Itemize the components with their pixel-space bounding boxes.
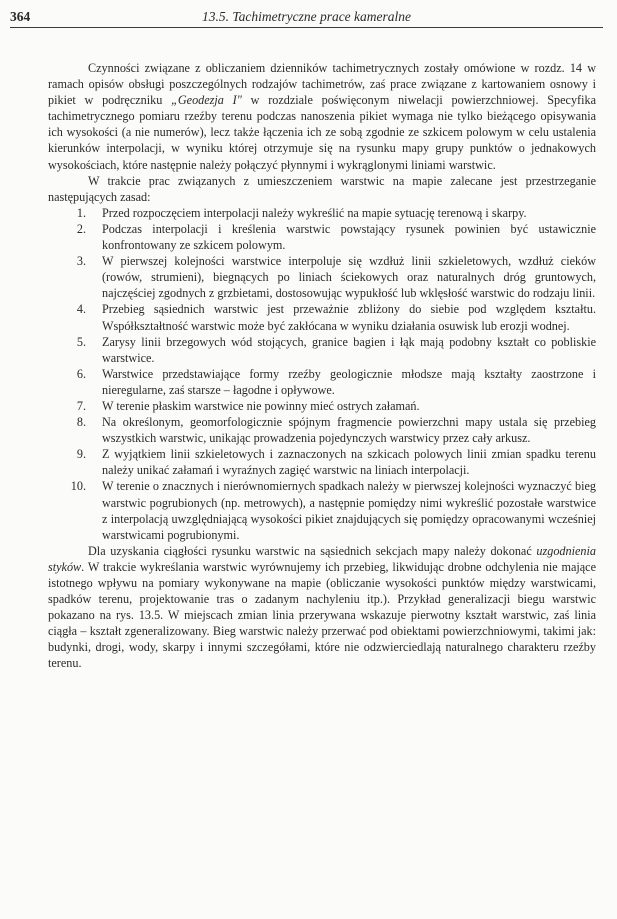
running-title: 13.5. Tachimetryczne prace kameralne <box>201 9 412 24</box>
list-item: 5. Zarysy linii brzegowych wód stojących, granice bagien i łąk mają podobny kształt co pobliskie warstwice. <box>76 334 596 365</box>
page-number: 364 <box>10 9 31 24</box>
list-item: 9. Z wyjątkiem linii szkieletowych i zaznaczonych na szkicach polowych linii zmian spadku terenu należy unikać załamań i wyraźnych zagięć warstwic na liniach interpolacji. <box>76 447 596 478</box>
paragraph-3: Dla uzyskania ciągłości rysunku warstwic na sąsiednich sekcjach mapy należy dokonać uzgodnienia styków. W trakcie wykreślania warstwic wyrównujemy ich przebieg, likwidując drobne odchylenia nie mające istotnego wpływu na pomiary wykonywane na mapie (obliczanie wysokości punktów między warstwicami, spadków terenu, projektowanie tras o zadanym nachyleniu itp.). Przykład generalizacji biegu warstwic pokazano na rys. 13.5. W miejscach zmian linia przerywana wskazuje pierwotny kształt warstwic, zaś linia ciągła – kształt zgeneralizowany. Bieg warstwic należy przerwać pod obiektami powierzchniowymi, takimi jak: budynki, drogi, wody, skarpy i innymi szczegółami, które nie odzwierciedlają naturalnego charakteru rzeźby terenu. <box>48 543 596 671</box>
page-body <box>48 60 596 672</box>
page-header <box>10 9 603 28</box>
list-item: 10. W terenie o znacznych i nierównomiernych spadkach należy w pierwszej kolejności wyznaczyć bieg warstwic pogrubionych (np. metrowych), a następnie pomiędzy nimi wykreślić pozostałe warstwice z interpolacją uwzględniającą wysokości pikiet znajdujących się pomiędzy opracowanymi wcześniej warstwicami pogrubionymi. <box>70 479 596 542</box>
list-item: 1. Przed rozpoczęciem interpolacji należy wykreślić na mapie sytuację terenową i skarpy. <box>76 205 527 220</box>
term-italic: uzgodnienia styków <box>48 543 596 574</box>
list-item: 4. Przebieg sąsiednich warstwic jest przeważnie zbliżony do siebie pod względem kształtu. Współkształtność warstwic może być zakłócana w wyniku działania osuwisk lub erozji wodnej. <box>76 302 596 333</box>
list-item: 6. Warstwice przedstawiające formy rzeźby geologicznie młodsze mają kształty zaostrzone i nieregularne, zaś starsze – łagodne i opływowe. <box>76 366 596 397</box>
list-item: 7. W terenie płaskim warstwice nie powinny mieć ostrych załamań. <box>76 398 420 413</box>
list-item: 2. Podczas interpolacji i kreślenia warstwic powstający rysunek powinien być ustawicznie konfrontowany ze szkicem polowym. <box>76 221 596 253</box>
book-title-italic: „Geodezja I" <box>171 93 242 108</box>
list-item: 8. Na określonym, geomorfologicznie spójnym fragmencie powierzchni mapy ustala się przebieg wszystkich warstwic, unikając prowadzenia pojedynczych warstwicy przez cały arkusz. <box>76 415 596 446</box>
rules-list <box>48 205 596 543</box>
list-item: 3. W pierwszej kolejności warstwice interpoluje się wzdłuż linii szkieletowych, wzdłuż cieków (rowów, strumieni), biegnących po liniach ściekowych oraz naturalnych dróg gruntowych, najczęściej zgodnych z grzbietami, dostosowując wypukłość lub wklęsłość warstwic do rodzaju linii. <box>76 254 596 301</box>
paragraph-2: W trakcie prac związanych z umieszczeniem warstwic na mapie zalecane jest przestrzeganie następujących zasad: <box>48 173 596 204</box>
paragraph-1: Czynności związane z obliczaniem dzienników tachimetrycznych zostały omówione w rozdz. 14 w ramach opisów obsługi poszczególnych rodzajów tachimetrów, zaś prace związane z kartowaniem osnowy i pikiet w podręczniku „Geodezja I" w rozdziale poświęconym niwelacji powierzchniowej. Specyfika tachimetrycznego pomiaru rzeźby terenu podczas nanoszenia pikiet wymaga nie tylko bieżącego opisywania ich wysokości (a nie numerów), lecz także łączenia ich ze sobą zgodnie ze szkicem polowym w celu ustalenia kierunków interpolacji, w wyniku której otrzymuje się na rysunku mapy grupy punktów o jednakowych wysokościach, które następnie należy połączyć płynnymi i wykrąglonymi liniami warstwic. <box>48 61 596 172</box>
